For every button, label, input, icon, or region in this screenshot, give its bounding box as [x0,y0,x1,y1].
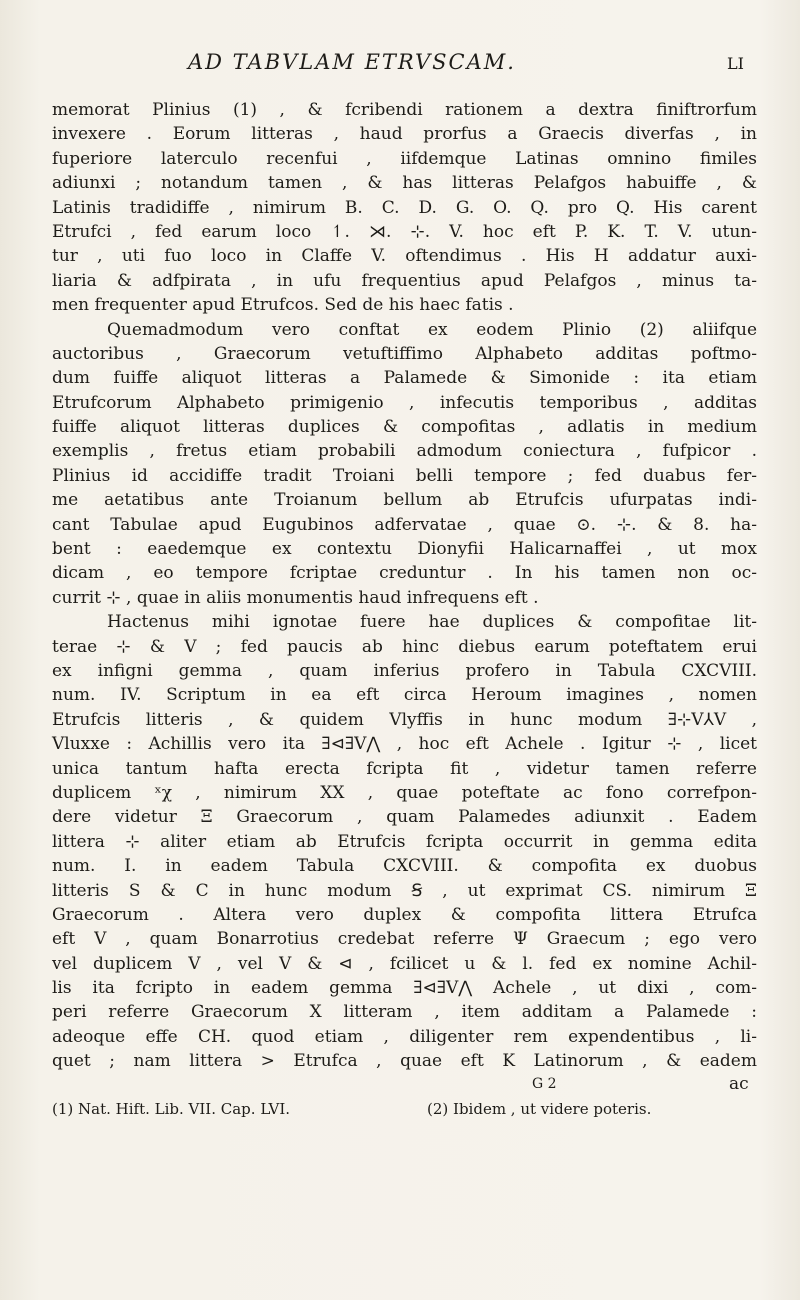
text-line: currit ⊹ , quae in aliis monumentis haud infrequens eft . [52,587,539,608]
text-line: dum fuiffe aliquot litteras a Palamede & Simonide : ita etiam [52,368,757,389]
text-line: liaria & adfpirata , in ufu frequentius apud Pelafgos , minus ta- [52,270,757,291]
text-line: fuiffe aliquot litteras duplices & compofitas , adlatis in medium [52,417,757,438]
text-line: men frequenter apud Etrufcos. Sed de his haec fatis . [52,295,514,316]
text-line: Vluxxe : Achillis vero ita ∃⊲∃V⋀ , hoc eft Achele . Igitur ⊹ , licet [52,734,757,755]
text-line: memorat Plinius (1) , & fcribendi rationem a dextra finiftrorfum [52,100,757,120]
text-line: dere videtur Ξ Graecorum , quam Palamedes adiunxit . Eadem [52,807,757,828]
text-line: adiunxi ; notandum tamen , & has litteras Pelafgos habuiffe , & [52,173,757,194]
page-number: LI [727,54,744,73]
text-line: duplicem ˣχ , nimirum XX , quae poteftate ac fono correfpon- [52,782,757,803]
text-line: bent : eaedemque ex contextu Dionyfii Halicarnaffei , ut mox [52,539,757,560]
text-line: adeoque effe CH. quod etiam , diligenter rem expendentibus , li- [52,1026,757,1047]
text-line: quet ; nam littera > Etrufca , quae eft K Latinorum , & eadem [52,1051,757,1072]
text-line: Etrufcis litteris , & quidem Vlyffis in hunc modum ∃⊹V⅄V , [52,709,757,730]
text-line: Quemadmodum vero conftat ex eodem Plinio (2) aliifque [107,319,757,340]
catchword: ac [729,1074,749,1094]
text-line: Latinis tradidiffe , nimirum B. C. D. G. O. Q. pro Q. His carent [52,197,757,218]
text-line: num. IV. Scriptum in ea eft circa Heroum imagines , nomen [52,685,757,706]
signature-mark: G 2 [532,1076,557,1092]
text-line: Etrufcorum Alphabeto primigenio , infecutis temporibus , additas [52,392,757,413]
text-line: Hactenus mihi ignotae fuere hae duplices & compofitae lit- [107,612,757,633]
text-line: dicam , eo tempore fcriptae creduntur . In his tamen non oc- [52,563,757,584]
text-line: Etrufci , fed earum loco ↿. ⋊. ⊹. V. hoc eft P. K. T. V. utun- [52,221,757,242]
text-line: vel duplicem V , vel V & ⊲ , fcilicet u & l. fed ex nomine Achil- [52,953,757,974]
text-line: litteris S & C in hunc modum Ꞩ , ut exprimat CS. nimirum Ξ [52,880,757,901]
text-line: Graecorum . Altera vero duplex & compofita littera Etrufca [52,904,757,925]
text-line: me aetatibus ante Troianum bellum ab Etrufcis ufurpatas indi- [52,490,757,511]
text-line: invexere . Eorum litteras , haud prorfus a Graecis diverfas , in [52,124,757,145]
text-line: peri referre Graecorum X litteram , item additam a Palamede : [52,1002,757,1023]
text-line: ex infigni gemma , quam inferius profero in Tabula CXCVIII. [52,660,757,681]
text-line: cant Tabulae apud Eugubinos adfervatae , quae ⊙. ⊹. & 8. ha- [52,514,757,535]
body-text [52,98,757,1074]
text-line: exemplis , fretus etiam probabili admodum coniectura , fufpicor . [52,441,757,462]
text-line: num. I. in eadem Tabula CXCVIII. & compofita ex duobus [52,856,757,877]
text-line: terae ⊹ & V ; fed paucis ab hinc diebus earum poteftatem erui [52,636,757,657]
text-line: fuperiore laterculo recenfui , iifdemque Latinas omnino fimiles [52,148,757,169]
running-title: AD TABVLAM ETRVSCAM. [188,50,516,74]
text-line: auctoribus , Graecorum vetuftiffimo Alphabeto additas poftmo- [52,343,757,364]
footnote-1: (1) Nat. Hift. Lib. VII. Cap. LVI. [52,1100,291,1118]
text-line: eft V , quam Bonarrotius credebat referre Ψ Graecum ; ego vero [52,929,757,950]
text-line: lis ita fcripto in eadem gemma ∃⊲∃V⋀ Achele , ut dixi , com- [52,978,757,999]
text-line: Plinius id accidiffe tradit Troiani belli tempore ; fed duabus fer- [52,465,757,486]
footnote-2: (2) Ibidem , ut videre poteris. [427,1100,652,1118]
text-line: tur , uti fuo loco in Claffe V. oftendimus . His H addatur auxi- [52,246,757,267]
text-line: unica tantum hafta erecta fcripta fit , videtur tamen referre [52,758,757,779]
text-line: littera ⊹ aliter etiam ab Etrufcis fcripta occurrit in gemma edita [52,831,757,852]
page-header [150,50,744,84]
